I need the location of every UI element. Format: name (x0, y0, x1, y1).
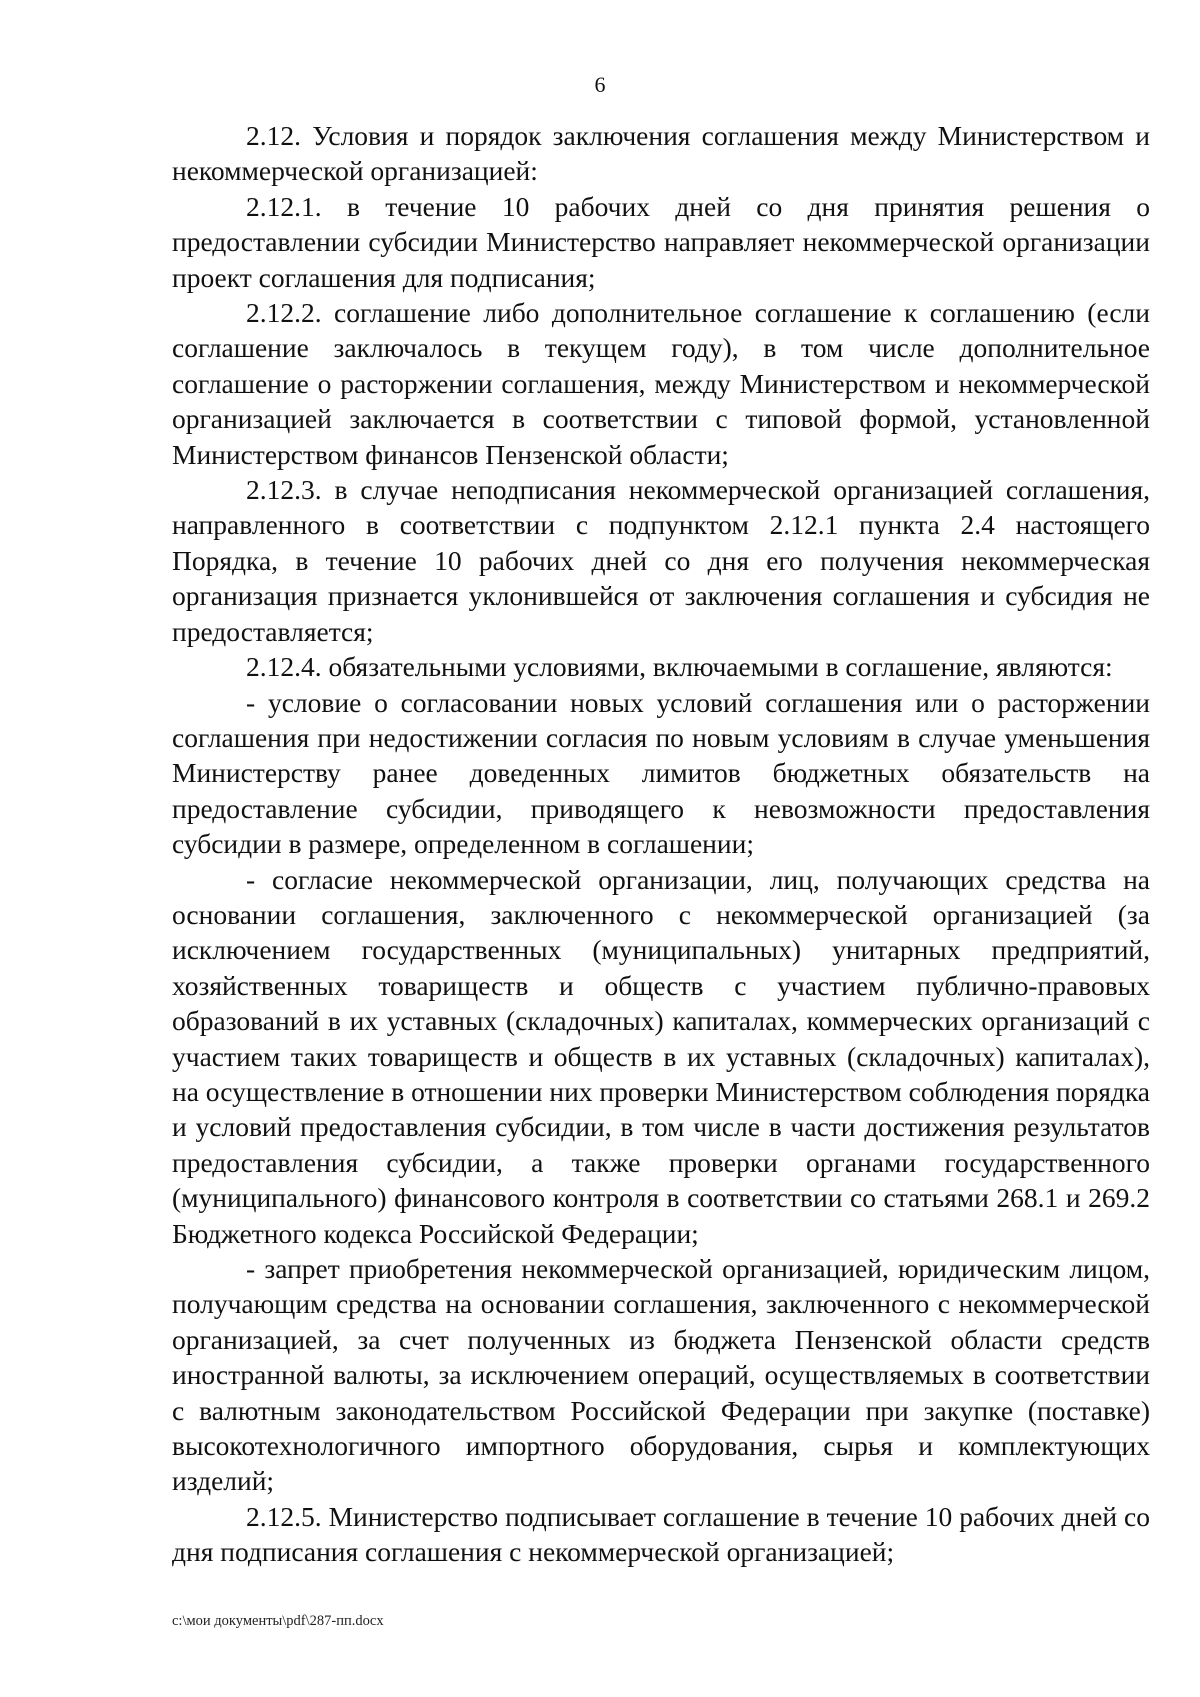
document-body (172, 118, 1150, 1570)
paragraph-2-12-3: 2.12.3. в случае неподписания некоммерческой организацией соглашения, направленного в соответствии с подпунктом 2.12.1 пункта 2.4 настоящего Порядка, в течение 10 рабочих дней со дня его получения некоммерческая организация признается уклонившейся от заключения соглашения и субсидия не предоставляется; (172, 474, 1150, 647)
footer-file-path: c:\мои документы\pdf\287-пп.docx (172, 1613, 384, 1629)
paragraph-2-12-4: 2.12.4. обязательными условиями, включаемыми в соглашение, являются: (246, 651, 1113, 683)
paragraph-2-12: 2.12. Условия и порядок заключения соглашения между Министерством и некоммерческой организацией: (172, 120, 1150, 187)
list-item-condition-renegotiation: - условие о согласовании новых условий соглашения или о расторжении соглашения при недостижении согласия по новым условиям в случае уменьшения Министерству ранее доведенных лимитов бюджетных обязательств на предоставление субсидии, приводящего к невозможности предоставления субсидии в размере, определенном в соглашении; (172, 686, 1150, 860)
list-item-consent-to-audit: - согласие некоммерческой организации, лиц, получающих средства на основании соглашения, заключенного с некоммерческой организацией (за исключением государственных (муниципальных) унитарных предприятий, хозяйственных товариществ и обществ с участием публично-правовых образований в их уставных (складочных) капиталах, коммерческих организаций с участием таких товариществ и обществ в их уставных (складочных) капиталах), на осуществление в отношении них проверки Министерством соблюдения порядка и условий предоставления субсидии, в том числе в части достижения результатов предоставления субсидии, а также проверки органами государственного (муниципального) финансового контроля в соответствии со статьями 268.1 и 269.2 Бюджетного кодекса Российской Федерации; (172, 863, 1150, 1249)
paragraph-2-12-2: 2.12.2. соглашение либо дополнительное соглашение к соглашению (если соглашение заключалось в текущем году), в том числе дополнительное соглашение о расторжении соглашения, между Министерством и некоммерческой организацией заключается в соответствии с типовой формой, установленной Министерством финансов Пензенской области; (172, 297, 1150, 470)
paragraph-2-12-5: 2.12.5. Министерство подписывает соглашение в течение 10 рабочих дней со дня подписания соглашения с некоммерческой организацией; (172, 1500, 1150, 1568)
list-item-currency-ban: - запрет приобретения некоммерческой организацией, юридическим лицом, получающим средства на основании соглашения, заключенного с некоммерческой организацией, за счет полученных из бюджета Пензенской области средств иностранной валюты, за исключением операций, осуществляемых в соответствии с валютным законодательством Российской Федерации при закупке (поставке) высокотехнологичного импортного оборудования, сырья и комплектующих изделий; (172, 1253, 1150, 1497)
page-number: 6 (594, 72, 606, 97)
paragraph-2-12-1: 2.12.1. в течение 10 рабочих дней со дня принятия решения о предоставлении субсидии Министерство направляет некоммерческой организации проект соглашения для подписания; (172, 190, 1150, 293)
